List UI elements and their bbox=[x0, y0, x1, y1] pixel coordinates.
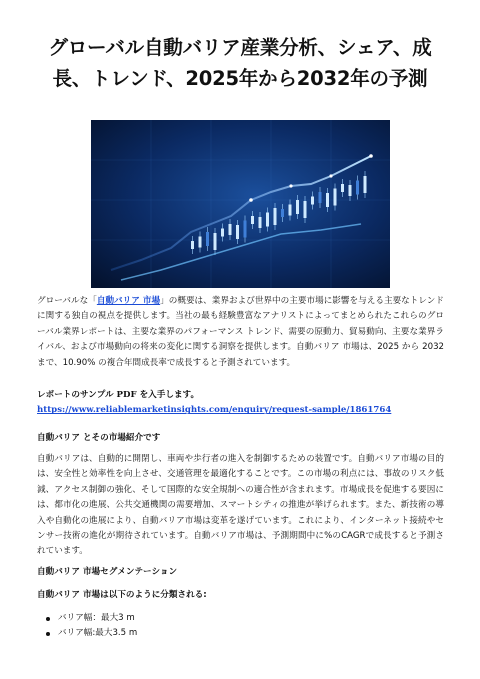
segment-list bbox=[40, 611, 440, 642]
candle-body bbox=[191, 241, 194, 249]
hero-image bbox=[91, 120, 390, 288]
sample-request bbox=[37, 388, 444, 419]
section-intro-body: 自動バリアは、自動的に開閉し、車両や歩行者の進入を制御するための装置です。自動バリア市場の目的は、安全性と効率性を向上させ、交通管理を最適化することです。この市場の利点には、事故のリスク低減、アクセス制御の強化、そして国際的な安全規制への適合性が含まれます。市場成長を促進する要因には、都市化の進展、公共交通機関の需要増加、スマートシティの推進が挙げられます。また、新技術の導入や自動化の進展により、自動バリア市場は変革を遂げています。これにより、インターネット接続やセンサー技術の進化が期待されています。自動バリア市場は、予測期間中に%のCAGRで成長すると予測されています。 bbox=[37, 454, 444, 557]
section-intro-heading: 自動バリア とその市場紹介です bbox=[37, 433, 161, 443]
segmentation-subheading: 自動バリア 市場は以下のように分類される: bbox=[37, 590, 207, 600]
candle-body bbox=[244, 221, 247, 238]
candle-body bbox=[334, 189, 337, 206]
list-item bbox=[40, 611, 440, 626]
candle-body bbox=[341, 184, 344, 192]
title-line-1: グローバル自動バリア産業分析、シェア、成 bbox=[48, 36, 432, 59]
candle-body bbox=[311, 197, 314, 205]
candle-body bbox=[326, 193, 329, 207]
page-title bbox=[30, 32, 450, 94]
intro-paragraph bbox=[37, 294, 444, 371]
sample-label: レポートのサンプル PDF を入手します。 bbox=[37, 390, 200, 400]
candle-body bbox=[229, 224, 232, 235]
sample-url-link[interactable]: https://www.reliablemarketinsights.com/enquiry/request-sample/1861764 bbox=[37, 405, 392, 416]
candle-body bbox=[236, 225, 239, 239]
candle-body bbox=[364, 176, 367, 193]
bullet-icon bbox=[46, 632, 50, 636]
candle-body bbox=[304, 201, 307, 218]
candle-body bbox=[349, 185, 352, 196]
candle-body bbox=[281, 209, 284, 217]
candle-body bbox=[221, 229, 224, 237]
stock-chart-illustration bbox=[91, 120, 390, 288]
candle-body bbox=[259, 217, 262, 228]
list-item-label: バリア幅：最大3 m bbox=[58, 613, 135, 623]
bullet-icon bbox=[46, 617, 50, 621]
candle-body bbox=[199, 237, 202, 248]
candle-body bbox=[289, 205, 292, 216]
candle-body bbox=[266, 213, 269, 227]
intro-prefix: グローバルな「 bbox=[37, 296, 97, 306]
title-line-2: 長、トレンド、2025年から2032年の予測 bbox=[52, 67, 428, 90]
candle-body bbox=[319, 192, 322, 203]
candle-body bbox=[214, 233, 217, 250]
candle-body bbox=[206, 232, 209, 246]
candle-body bbox=[296, 200, 299, 214]
market-link[interactable]: 自動バリア 市場 bbox=[96, 296, 161, 306]
segmentation-heading: 自動バリア 市場セグメンテーション bbox=[37, 567, 178, 577]
list-item-label: バリア幅:最大3.5 m bbox=[58, 628, 138, 639]
candle-body bbox=[251, 216, 254, 224]
intro-suffix: 」の概要は、業界および世界中の主要市場に影響を与える主要なトレンドに関する独自の視点を提供します。当社の最も経験豊富なアナリストによってまとめられたこれらのグローバル業界レポートは、主要な業界のパフォーマンス トレンド、需要の原動力、貿易動向、主要な業界ライバル、および市場動向の将来の変化に関する洞察を提供します。自動バリア 市場は、2025 から 2032 まで、10.90% の複合年間成長率で成長すると予測されています。 bbox=[37, 296, 444, 368]
list-item bbox=[40, 626, 440, 641]
candle-body bbox=[274, 208, 277, 225]
candle-body bbox=[356, 181, 359, 195]
